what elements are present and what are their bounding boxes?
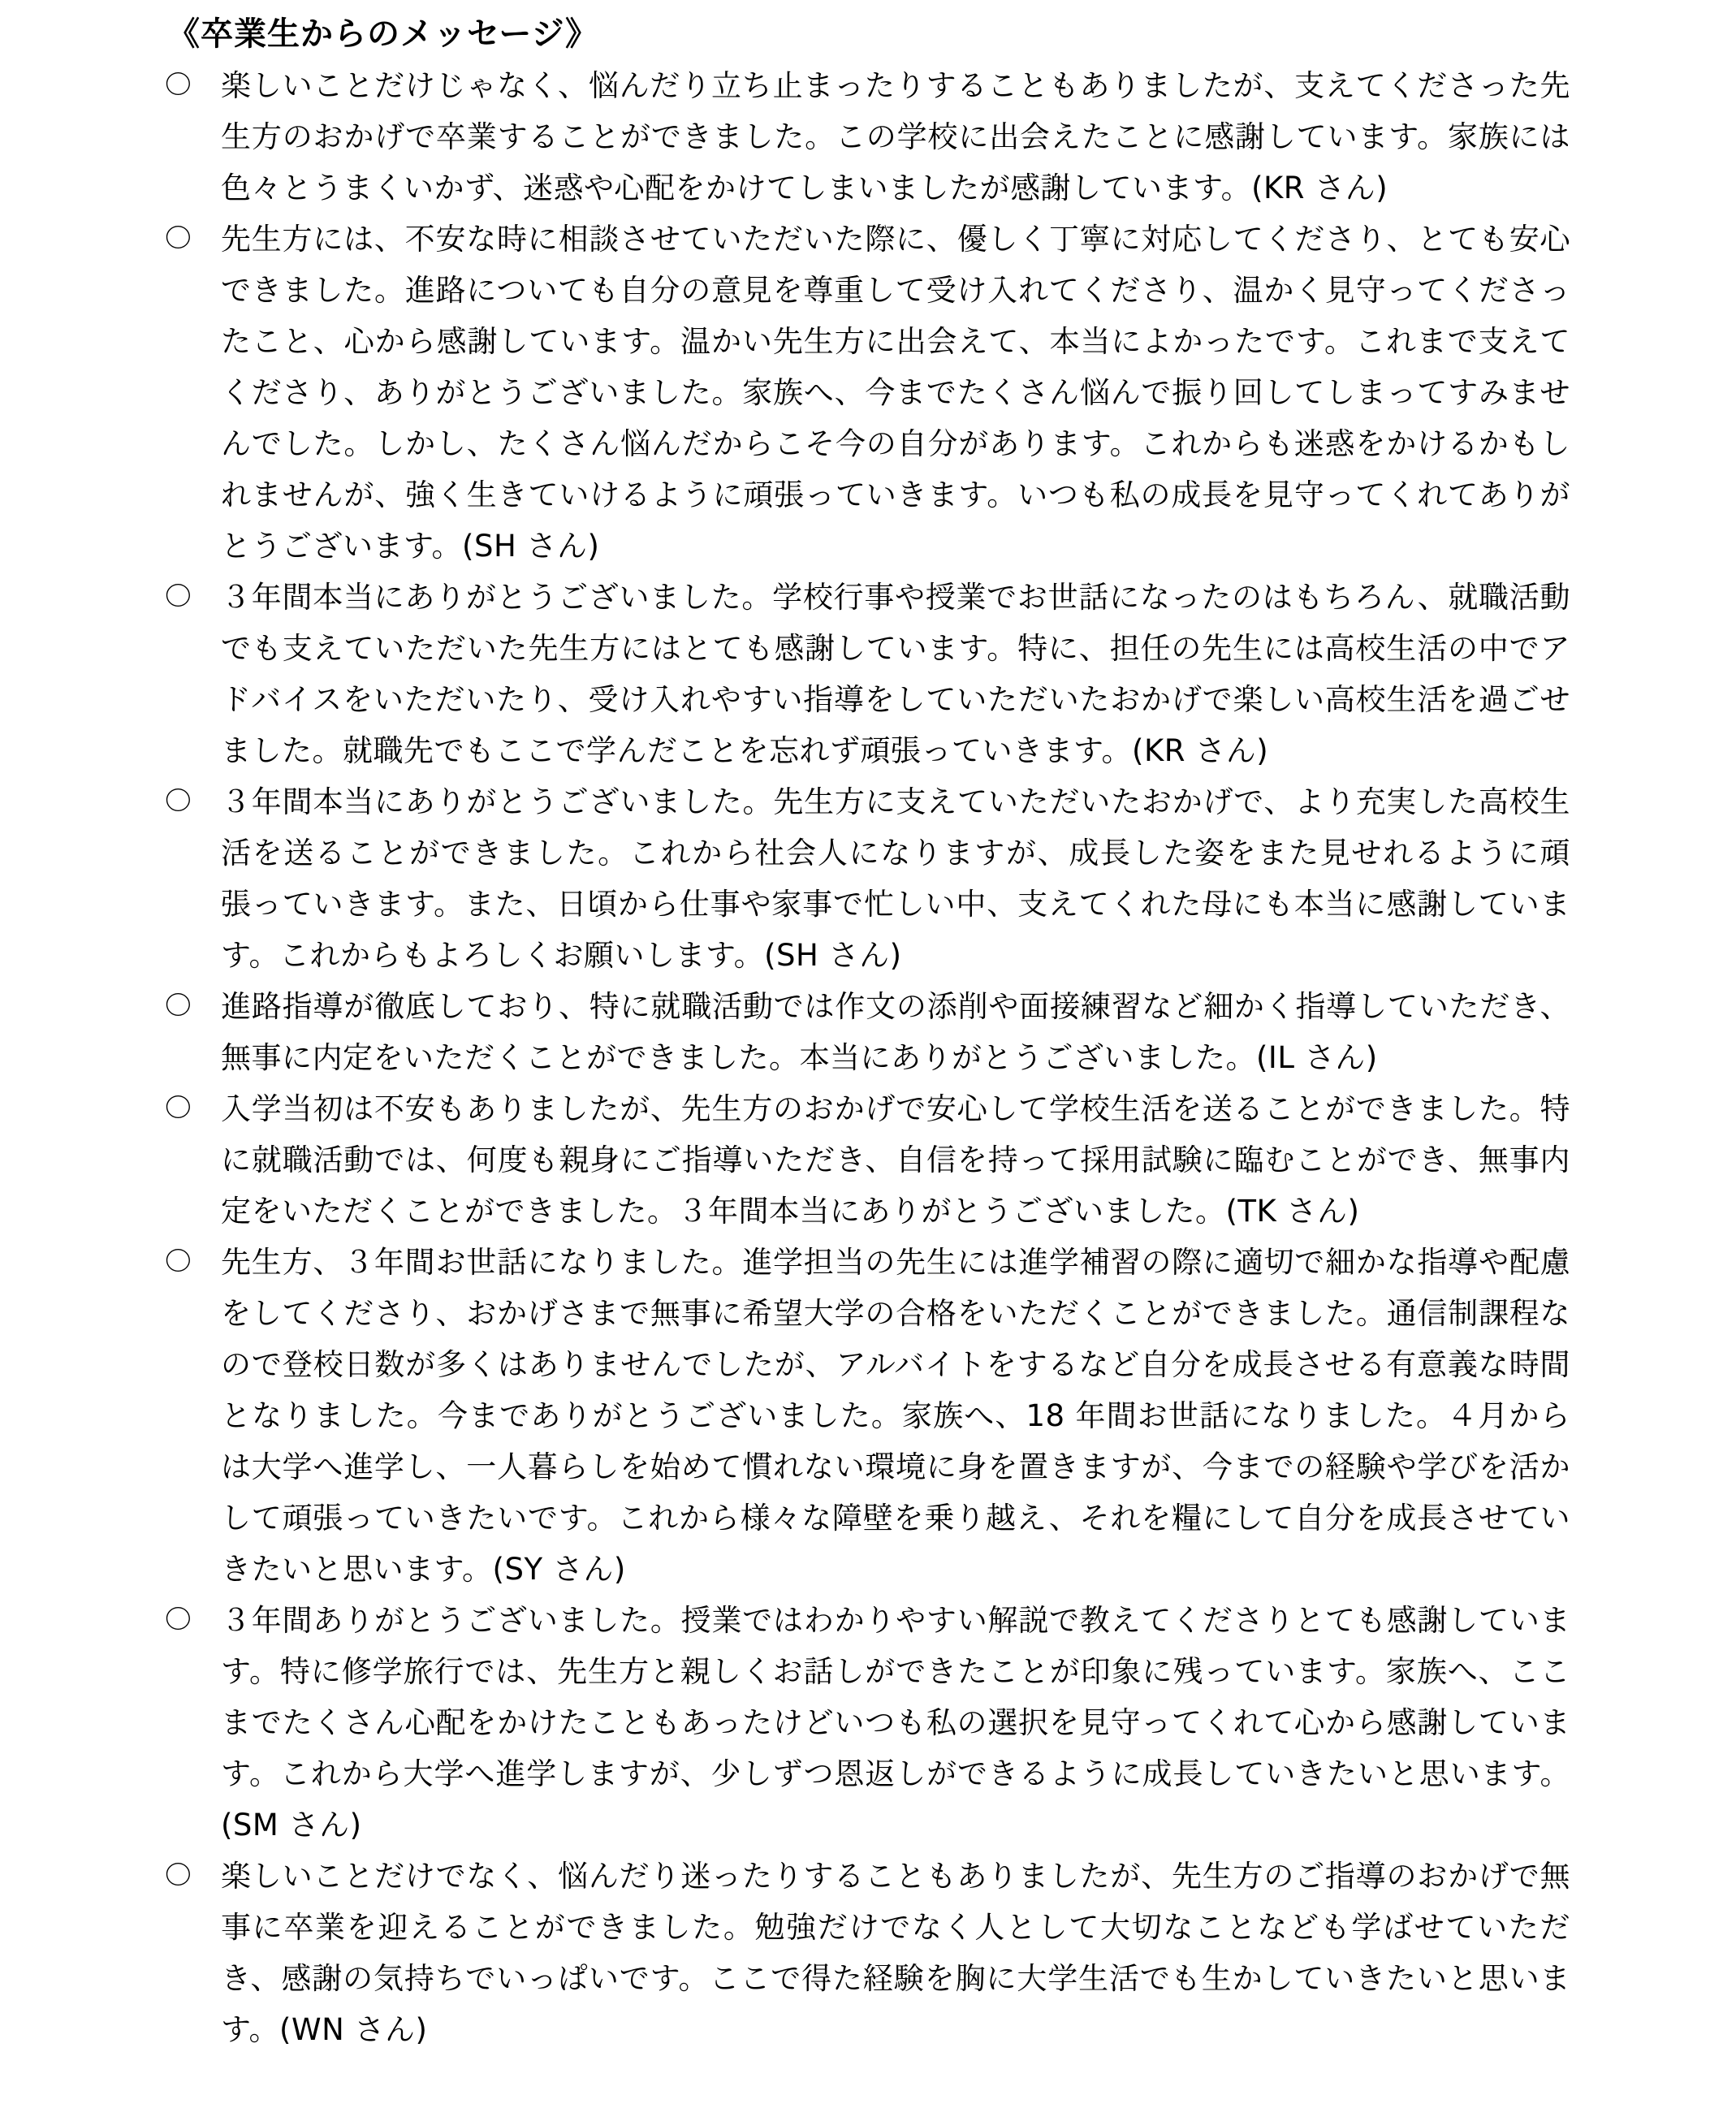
circle-bullet-icon: 〇 [165,582,192,611]
message-body: ３年間ありがとうございました。授業ではわかりやすい解説で教えてくださりとても感謝しています。特に修学旅行では、先生方と親しくお話しができたことが印象に残っています。家族へ、ここまでたくさん心配をかけたこともあったけどいつも私の選択を見守ってくれて心から感謝しています。これから大学へ進学しますが、少しずつ恩返しができるように成長していきたいと思います。 [221,1603,1570,1791]
message-text [221,60,1570,214]
message-list [162,60,1570,2055]
message-author: (WN さん) [279,2012,428,2047]
message-body: 楽しいことだけじゃなく、悩んだり立ち止まったりすることもありましたが、支えてくださった先生方のおかげで卒業することができました。この学校に出会えたことに感謝しています。家族には色々とうまくいかず、迷惑や心配をかけてしまいましたが感謝しています。 [221,68,1570,205]
message-author: (SY さん) [492,1552,626,1587]
list-item [162,572,1570,776]
message-author: (SH さん) [764,938,902,973]
message-body: 進路指導が徹底しており、特に就職活動では作文の添削や面接練習など細かく指導していただき、無事に内定をいただくことができました。本当にありがとうございました。 [221,989,1570,1075]
list-item [162,1083,1570,1237]
circle-bullet-icon: 〇 [165,1861,192,1890]
page-title: 《卒業生からのメッセージ》 [167,15,598,53]
message-text [221,981,1570,1083]
message-text [221,1595,1570,1851]
circle-bullet-icon: 〇 [165,1094,192,1123]
message-body: ３年間本当にありがとうございました。学校行事や授業でお世話になったのはもちろん、就職活動でも支えていただいた先生方にはとても感謝しています。特に、担任の先生には高校生活の中でアドバイスをいただいたり、受け入れやすい指導をしていただいたおかげで楽しい高校生活を過ごせました。就職先でもここで学んだことを忘れず頑張っていきます。 [221,580,1570,768]
message-text [221,572,1570,776]
circle-bullet-icon: 〇 [165,1247,192,1276]
message-text [221,1851,1570,2055]
message-text [221,1237,1570,1595]
message-author: (TK さん) [1225,1194,1360,1229]
message-text [221,214,1570,572]
message-author: (IL さん) [1256,1040,1378,1075]
list-item [162,214,1570,572]
message-author: (KR さん) [1132,733,1269,768]
message-body: 楽しいことだけでなく、悩んだり迷ったりすることもありましたが、先生方のご指導のおかげで無事に卒業を迎えることができました。勉強だけでなく人として大切なことなども学ばせていただき、感謝の気持ちでいっぱいです。ここで得た経験を胸に大学生活でも生かしていきたいと思います。 [221,1859,1570,2047]
circle-bullet-icon: 〇 [165,1605,192,1635]
message-author: (SM さん) [221,1808,362,1842]
message-author: (KR さん) [1251,171,1388,205]
message-body: 先生方、３年間お世話になりました。進学担当の先生には進学補習の際に適切で細かな指導や配慮をしてくださり、おかげさまで無事に希望大学の合格をいただくことができました。通信制課程なので登校日数が多くはありませんでしたが、アルバイトをするなど自分を成長させる有意義な時間となりました。今までありがとうございました。家族へ、18 年間お世話になりました。４月からは大学へ進学し、一人暮らしを始めて慣れない環境に身を置きますが、今までの経験や学びを活かして頑張っていきたいです。これから様々な障壁を乗り越え、それを糧にして自分を成長させていきたいと思います。 [221,1245,1570,1587]
list-item [162,1595,1570,1851]
circle-bullet-icon: 〇 [165,224,192,253]
list-item [162,776,1570,981]
circle-bullet-icon: 〇 [165,71,192,100]
list-item [162,1237,1570,1595]
message-body: ３年間本当にありがとうございました。先生方に支えていただいたおかげで、より充実した高校生活を送ることができました。これから社会人になりますが、成長した姿をまた見せれるように頑張っていきます。また、日頃から仕事や家事で忙しい中、支えてくれた母にも本当に感謝しています。これからもよろしくお願いします。 [221,784,1570,973]
list-item [162,60,1570,214]
list-item [162,1851,1570,2055]
message-body: 先生方には、不安な時に相談させていただいた際に、優しく丁寧に対応してくださり、とても安心できました。進路についても自分の意見を尊重して受け入れてくださり、温かく見守ってくださったこと、心から感謝しています。温かい先生方に出会えて、本当によかったです。これまで支えてくださり、ありがとうございました。家族へ、今までたくさん悩んで振り回してしまってすみませんでした。しかし、たくさん悩んだからこそ今の自分があります。これからも迷惑をかけるかもしれませんが、強く生きていけるように頑張っていきます。いつも私の成長を見守ってくれてありがとうございます。 [221,222,1570,564]
message-text [221,776,1570,981]
circle-bullet-icon: 〇 [165,787,192,816]
message-author: (SH さん) [462,529,600,564]
message-text [221,1083,1570,1237]
list-item [162,981,1570,1083]
message-body: 入学当初は不安もありましたが、先生方のおかげで安心して学校生活を送ることができました。特に就職活動では、何度も親身にご指導いただき、自信を持って採用試験に臨むことができ、無事内定をいただくことができました。３年間本当にありがとうございました。 [221,1091,1570,1229]
circle-bullet-icon: 〇 [165,991,192,1021]
